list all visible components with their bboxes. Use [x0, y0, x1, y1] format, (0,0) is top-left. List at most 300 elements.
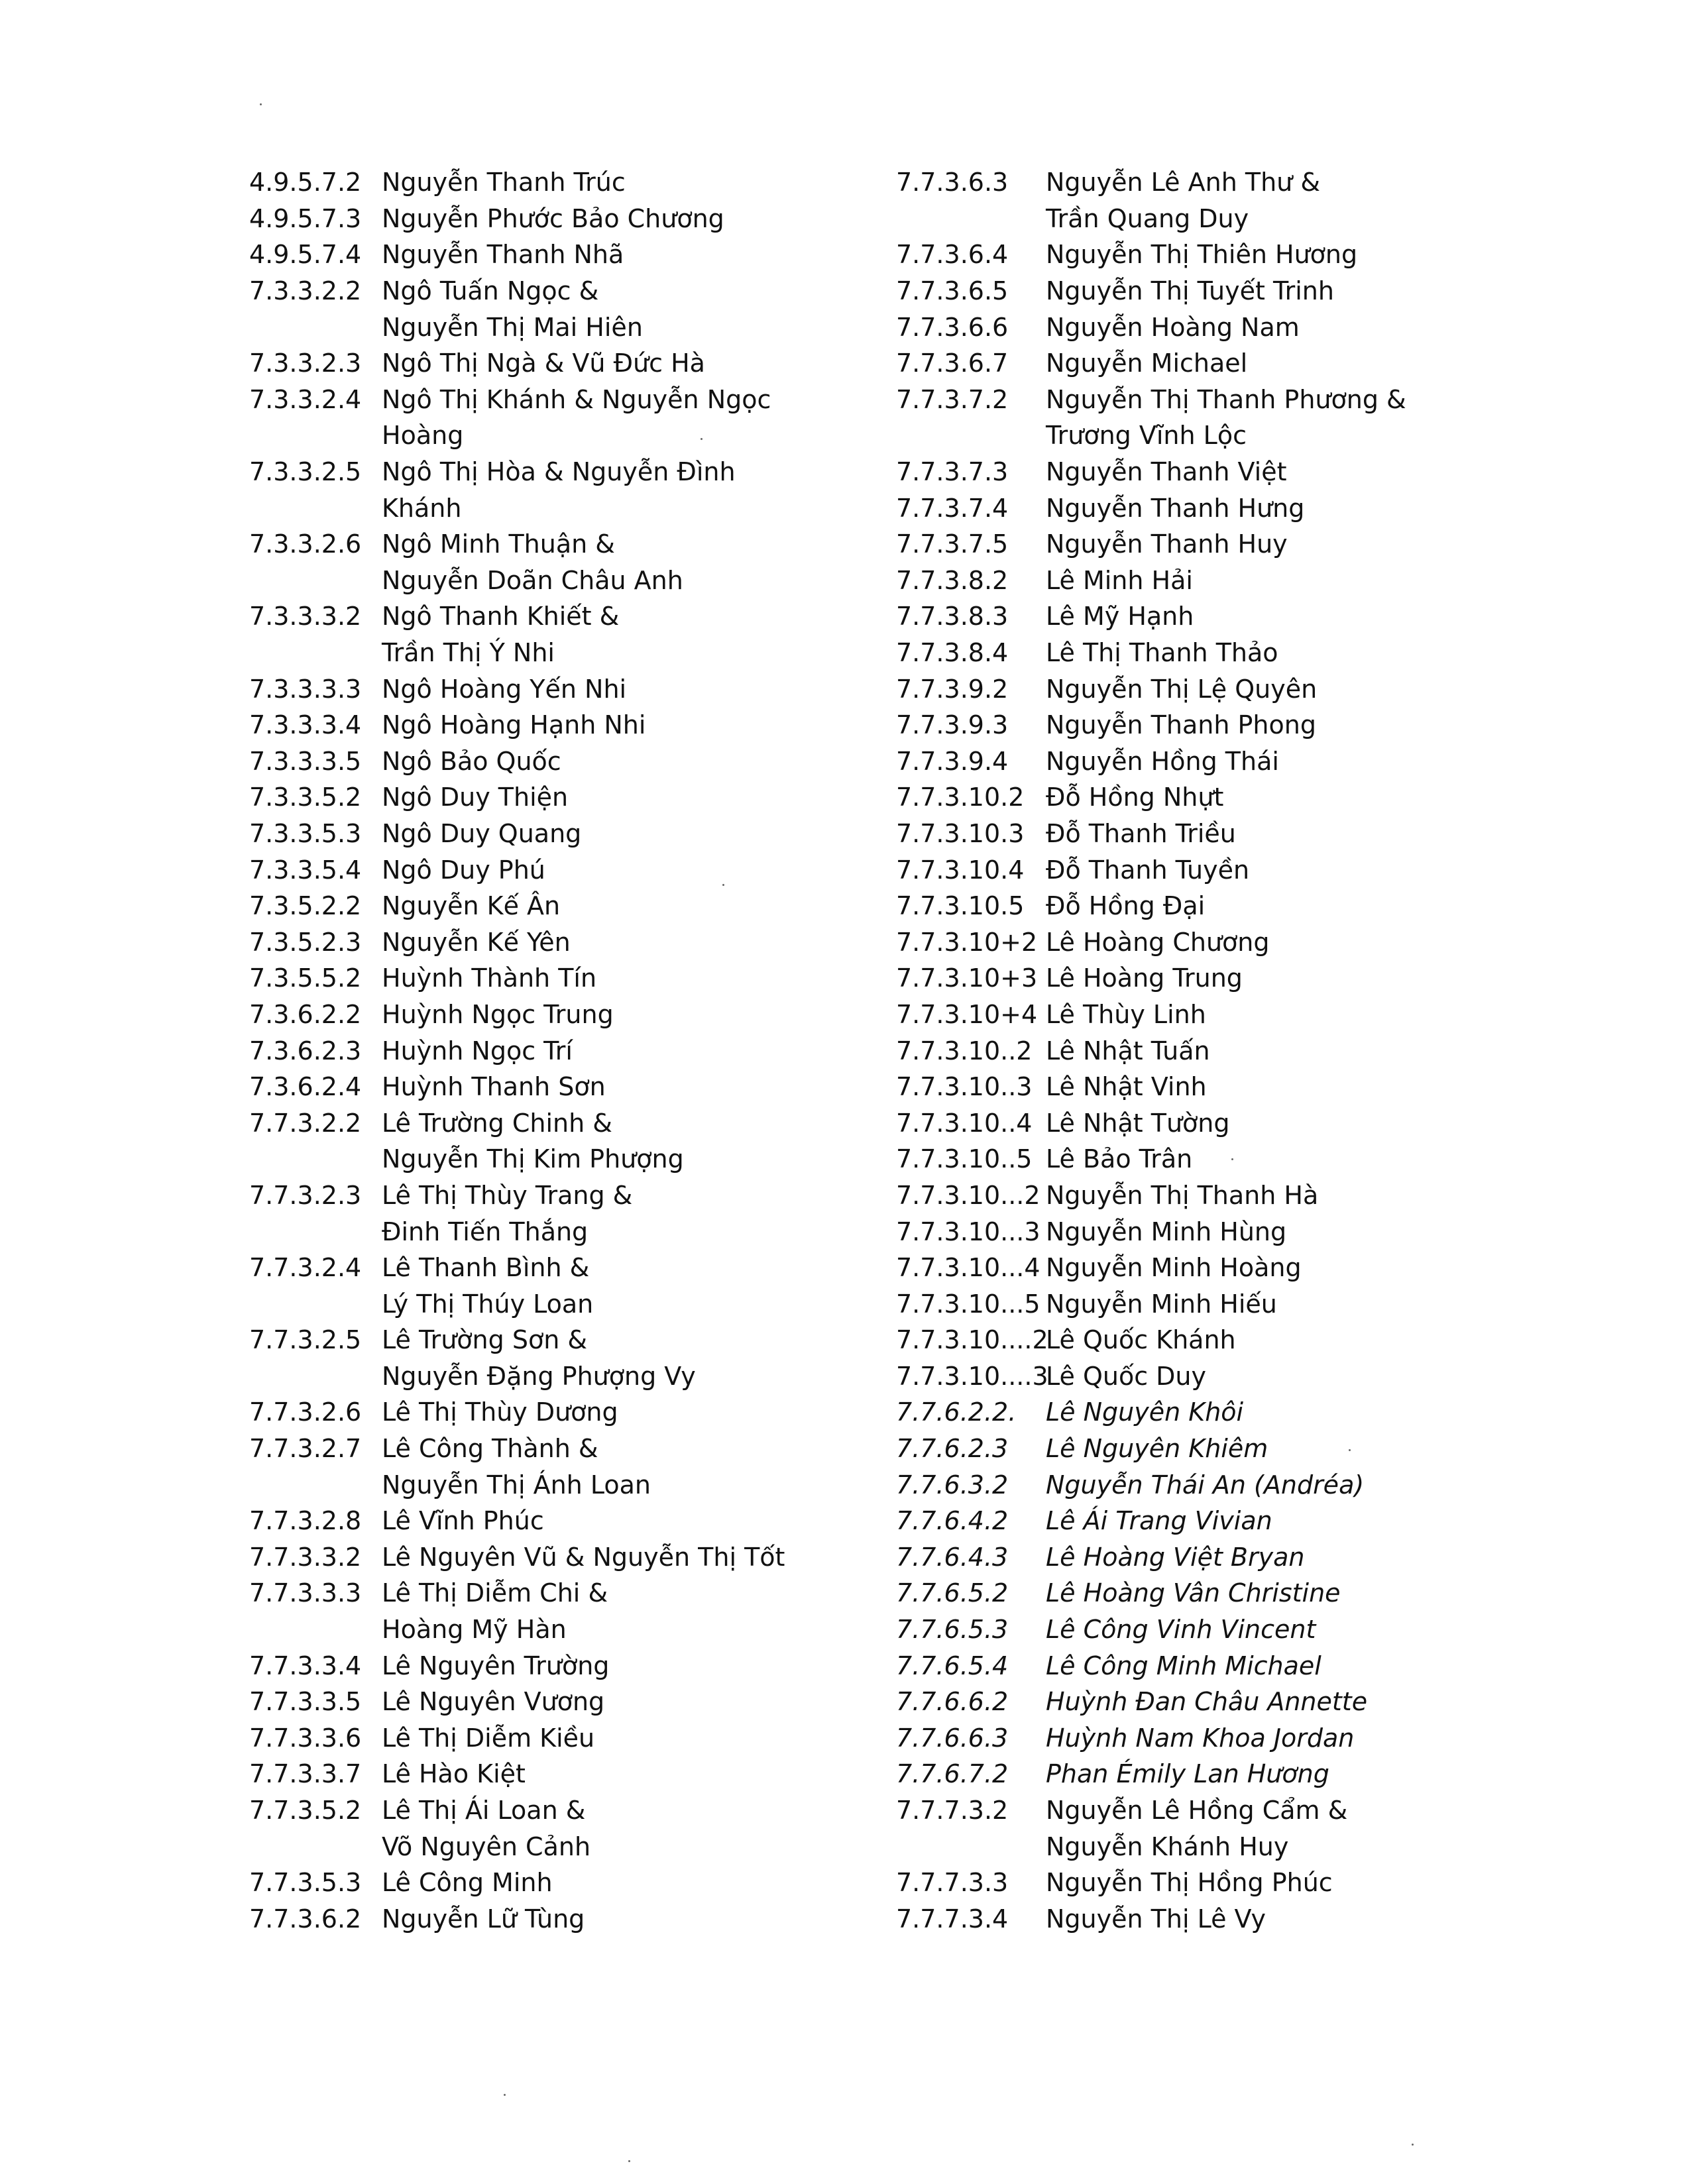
scan-speck — [628, 2160, 630, 2162]
entry-line — [896, 1611, 1559, 1648]
entry-name: Nguyễn Thị Thanh Phương & — [1046, 384, 1406, 414]
genealogy-entry — [249, 707, 912, 743]
entry-name: Nguyễn Thái An (Andréa) — [1046, 1470, 1365, 1500]
genealogy-entry — [249, 164, 912, 201]
entry-name: Lê Thị Thanh Thảo — [1046, 638, 1278, 668]
entry-name: Đỗ Hồng Đại — [1046, 891, 1206, 921]
entry-line — [896, 345, 1559, 382]
entry-name: Ngô Hoàng Hạnh Nhi — [382, 710, 646, 740]
entry-number: 7.7.6.7.2 — [896, 1759, 1009, 1789]
entry-number: 7.7.3.10+2 — [896, 927, 1038, 957]
entry-number: 4.9.5.7.4 — [249, 240, 362, 270]
entry-name: Lê Hoàng Chương — [1046, 927, 1270, 957]
genealogy-entry — [249, 1647, 912, 1684]
entry-line — [249, 1539, 912, 1576]
entry-number: 7.3.3.3.5 — [249, 746, 362, 776]
entry-number: 7.7.7.3.2 — [896, 1796, 1009, 1826]
entry-name: Lê Công Thành & — [382, 1434, 598, 1464]
entry-line — [249, 851, 912, 888]
entry-line — [249, 1177, 912, 1214]
entry-name: Lê Minh Hải — [1046, 565, 1193, 595]
genealogy-entry — [249, 1394, 912, 1431]
entry-number: 7.7.6.6.3 — [896, 1723, 1009, 1753]
entry-name: Lê Nguyên Khiêm — [1046, 1434, 1268, 1464]
scan-speck — [1349, 1449, 1351, 1451]
scan-speck — [504, 2094, 506, 2096]
entry-name: Nguyễn Hoàng Nam — [1046, 312, 1300, 342]
genealogy-entry — [896, 382, 1559, 454]
scan-speck — [722, 884, 724, 886]
entry-line — [249, 164, 912, 201]
entry-number: 7.3.6.2.3 — [249, 1036, 362, 1065]
genealogy-entry — [896, 1250, 1559, 1286]
genealogy-entry — [896, 1177, 1559, 1214]
entry-number: 7.7.3.10.2 — [896, 783, 1025, 812]
entry-continuation-line — [249, 417, 912, 454]
entry-line — [249, 888, 912, 924]
entry-line — [249, 1431, 912, 1467]
entry-number: 7.7.3.10.5 — [896, 891, 1025, 921]
genealogy-entry — [249, 1865, 912, 1901]
entry-name: Trần Quang Duy — [1046, 203, 1249, 233]
genealogy-entry — [896, 309, 1559, 345]
genealogy-entry — [249, 1069, 912, 1105]
genealogy-entry — [249, 1503, 912, 1539]
genealogy-entry — [249, 779, 912, 816]
genealogy-entry — [896, 997, 1559, 1033]
entry-line — [896, 1575, 1559, 1611]
entry-line — [896, 997, 1559, 1033]
genealogy-entry — [896, 526, 1559, 563]
genealogy-entry — [249, 924, 912, 960]
genealogy-entry — [896, 1901, 1559, 1938]
entry-name: Ngô Duy Quang — [382, 818, 582, 848]
entry-continuation-line — [249, 563, 912, 599]
entry-line — [249, 1865, 912, 1901]
entry-name: Lê Nhật Tuấn — [1046, 1036, 1210, 1065]
genealogy-entry — [896, 779, 1559, 816]
entry-line — [249, 779, 912, 816]
entry-line — [896, 1865, 1559, 1901]
genealogy-entry — [249, 1575, 912, 1647]
entry-continuation-line — [249, 1828, 912, 1865]
entry-name: Nguyễn Thanh Trúc — [382, 168, 626, 197]
entry-name: Nguyễn Thanh Việt — [1046, 457, 1287, 487]
entry-name: Ngô Duy Thiện — [382, 783, 569, 812]
entry-line — [896, 888, 1559, 924]
entry-name: Ngô Thanh Khiết & — [382, 602, 620, 631]
entry-number: 7.7.3.5.2 — [249, 1796, 362, 1826]
entry-line — [896, 1322, 1559, 1358]
entry-name: Huỳnh Ngọc Trí — [382, 1036, 573, 1065]
entry-name: Nguyễn Thị Mai Hiên — [382, 312, 643, 342]
entry-line — [896, 273, 1559, 309]
entry-name: Lê Nhật Tường — [1046, 1108, 1230, 1138]
entry-number: 7.3.3.5.3 — [249, 818, 362, 848]
genealogy-entry — [896, 671, 1559, 707]
entry-name: Lê Thị Diễm Kiều — [382, 1723, 595, 1753]
entry-line — [249, 1684, 912, 1720]
entry-name: Lê Hoàng Việt Bryan — [1046, 1542, 1305, 1572]
entry-number: 7.3.6.2.2 — [249, 999, 362, 1029]
entry-line — [249, 816, 912, 852]
genealogy-entry — [896, 1069, 1559, 1105]
entry-line — [249, 454, 912, 490]
entry-line — [896, 382, 1559, 418]
entry-line — [249, 924, 912, 960]
entry-number: 7.7.3.6.2 — [249, 1904, 362, 1934]
entry-name: Nguyễn Thanh Phong — [1046, 710, 1316, 740]
genealogy-entry — [249, 851, 912, 888]
entry-line — [249, 671, 912, 707]
entry-number: 7.3.3.2.4 — [249, 384, 362, 414]
genealogy-entry — [896, 273, 1559, 309]
genealogy-entry — [249, 1539, 912, 1576]
genealogy-entry — [249, 1792, 912, 1865]
entry-name: Nguyễn Hồng Thái — [1046, 746, 1279, 776]
genealogy-entry — [896, 924, 1559, 960]
genealogy-entry — [249, 382, 912, 454]
genealogy-entry — [896, 888, 1559, 924]
entry-line — [896, 1105, 1559, 1141]
entry-number: 7.7.6.5.3 — [896, 1615, 1009, 1645]
entry-continuation-line — [249, 1466, 912, 1503]
entry-name: Ngô Duy Phú — [382, 855, 545, 885]
entry-continuation-line — [896, 417, 1559, 454]
genealogy-entry — [896, 1322, 1559, 1358]
entry-name: Nguyễn Kế Yên — [382, 927, 571, 957]
entry-line — [896, 490, 1559, 526]
entry-number: 7.7.3.10...5 — [896, 1289, 1040, 1319]
genealogy-entry — [249, 526, 912, 598]
entry-line — [896, 1394, 1559, 1431]
genealogy-entry — [249, 1105, 912, 1177]
entry-number: 7.7.3.10....2 — [896, 1325, 1048, 1355]
entry-line — [249, 526, 912, 563]
entry-name: Nguyễn Thanh Nhã — [382, 240, 624, 270]
entry-continuation-line — [249, 1213, 912, 1250]
entry-line — [896, 1539, 1559, 1576]
genealogy-entry — [896, 1431, 1559, 1467]
entry-name: Đỗ Thanh Tuyền — [1046, 855, 1250, 885]
entry-continuation-line — [249, 1141, 912, 1177]
entry-line — [896, 1431, 1559, 1467]
entry-name: Lê Thị Ái Loan & — [382, 1796, 586, 1826]
entry-number: 7.7.3.10...2 — [896, 1180, 1040, 1210]
genealogy-entry — [249, 1250, 912, 1322]
entry-number: 7.7.3.3.5 — [249, 1687, 362, 1717]
entry-line — [896, 1177, 1559, 1214]
genealogy-entry — [249, 1901, 912, 1938]
genealogy-entry — [896, 1466, 1559, 1503]
entry-name: Huỳnh Thanh Sơn — [382, 1072, 606, 1102]
entry-name: Đỗ Thanh Triều — [1046, 818, 1236, 848]
scan-speck — [701, 438, 702, 440]
entry-name: Lê Hoàng Trung — [1046, 963, 1243, 993]
entry-name: Lê Trường Sơn & — [382, 1325, 587, 1355]
entry-name: Ngô Minh Thuận & — [382, 529, 615, 559]
entry-name: Nguyễn Thanh Hưng — [1046, 493, 1305, 523]
genealogy-entry — [249, 816, 912, 852]
entry-number: 7.7.3.10....3 — [896, 1361, 1048, 1391]
entry-number: 7.7.3.8.2 — [896, 565, 1009, 595]
genealogy-entry — [896, 743, 1559, 780]
genealogy-entry — [896, 851, 1559, 888]
entry-name: Ngô Thị Khánh & Nguyễn Ngọc — [382, 384, 771, 414]
entry-line — [249, 237, 912, 273]
entry-continuation-line — [249, 1358, 912, 1395]
entry-number: 7.3.3.3.3 — [249, 674, 362, 704]
entry-number: 7.3.5.5.2 — [249, 963, 362, 993]
entry-line — [896, 1503, 1559, 1539]
entry-number: 7.7.3.2.4 — [249, 1253, 362, 1283]
entry-line — [249, 1901, 912, 1938]
entry-number: 7.7.3.3.6 — [249, 1723, 362, 1753]
genealogy-entry — [249, 1032, 912, 1069]
entry-number: 4.9.5.7.3 — [249, 203, 362, 233]
entry-continuation-line — [249, 635, 912, 671]
entry-number: 7.7.3.2.7 — [249, 1434, 362, 1464]
entry-line — [896, 1792, 1559, 1829]
entry-name: Đinh Tiến Thắng — [382, 1217, 589, 1246]
genealogy-entry — [896, 490, 1559, 526]
entry-name: Hoàng — [382, 421, 464, 451]
entry-line — [249, 960, 912, 997]
entry-name: Nguyễn Thị Hồng Phúc — [1046, 1868, 1333, 1898]
genealogy-entry — [896, 1684, 1559, 1720]
entry-line — [249, 273, 912, 309]
entry-name: Ngô Bảo Quốc — [382, 746, 561, 776]
genealogy-entry — [249, 1756, 912, 1792]
entry-line — [249, 201, 912, 237]
scan-speck — [1231, 1158, 1233, 1160]
entry-number: 7.3.3.2.3 — [249, 349, 362, 378]
entry-number: 7.3.3.2.2 — [249, 276, 362, 306]
entry-line — [896, 1720, 1559, 1757]
entry-name: Lê Quốc Duy — [1046, 1361, 1207, 1391]
entry-name: Lê Thanh Bình & — [382, 1253, 590, 1283]
genealogy-entry — [896, 1358, 1559, 1395]
entry-name: Nguyễn Lữ Tùng — [382, 1904, 585, 1934]
genealogy-entry — [896, 1285, 1559, 1322]
entry-line — [896, 1684, 1559, 1720]
entry-name: Trần Thị Ý Nhi — [382, 638, 555, 668]
entry-line — [896, 743, 1559, 780]
entry-number: 7.7.6.4.2 — [896, 1506, 1009, 1536]
entry-name: Nguyễn Khánh Huy — [1046, 1831, 1289, 1861]
entry-name: Nguyễn Thị Lê Vy — [1046, 1904, 1266, 1934]
entry-name: Ngô Tuấn Ngọc & — [382, 276, 599, 306]
entry-number: 7.3.5.2.2 — [249, 891, 362, 921]
entry-line — [896, 1466, 1559, 1503]
entry-name: Nguyễn Kế Ân — [382, 891, 561, 921]
entry-number: 7.7.3.10...3 — [896, 1217, 1040, 1246]
genealogy-entry — [249, 345, 912, 382]
entry-line — [249, 707, 912, 743]
entry-number: 7.3.3.5.2 — [249, 783, 362, 812]
entry-line — [896, 1141, 1559, 1177]
entry-number: 7.7.6.2.2. — [896, 1397, 1017, 1427]
entry-name: Nguyễn Thị Lệ Quyên — [1046, 674, 1318, 704]
entry-number: 7.7.3.10.3 — [896, 818, 1025, 848]
genealogy-entry — [896, 563, 1559, 599]
entry-number: 7.7.3.2.8 — [249, 1506, 362, 1536]
entry-line — [896, 1285, 1559, 1322]
entry-name: Lê Công Vinh Vincent — [1046, 1615, 1316, 1645]
entry-continuation-line — [249, 1611, 912, 1648]
entry-number: 7.7.3.6.6 — [896, 312, 1009, 342]
entry-name: Lê Hào Kiệt — [382, 1759, 526, 1789]
entry-name: Lê Thị Thùy Trang & — [382, 1180, 633, 1210]
entry-name: Nguyễn Thị Thiên Hương — [1046, 240, 1358, 270]
genealogy-entry — [896, 345, 1559, 382]
entry-number: 7.7.3.9.2 — [896, 674, 1009, 704]
entry-number: 7.7.3.10..2 — [896, 1036, 1033, 1065]
entry-name: Lê Trường Chinh & — [382, 1108, 612, 1138]
entry-number: 7.7.6.6.2 — [896, 1687, 1009, 1717]
entry-line — [896, 164, 1559, 201]
entry-line — [249, 1647, 912, 1684]
entry-line — [249, 1250, 912, 1286]
entry-number: 7.7.3.7.2 — [896, 384, 1009, 414]
entry-line — [249, 1720, 912, 1757]
genealogy-entry — [249, 1684, 912, 1720]
entry-line — [896, 924, 1559, 960]
entry-number: 7.7.3.5.3 — [249, 1868, 362, 1898]
entry-line — [249, 382, 912, 418]
entry-continuation-line — [896, 1828, 1559, 1865]
entry-name: Nguyễn Lê Anh Thư & — [1046, 168, 1320, 197]
entry-number: 7.7.3.6.3 — [896, 168, 1009, 197]
genealogy-entry — [249, 454, 912, 526]
entry-number: 7.3.3.3.4 — [249, 710, 362, 740]
entry-name: Nguyễn Minh Hoàng — [1046, 1253, 1302, 1283]
entry-line — [896, 707, 1559, 743]
entry-name: Ngô Thị Hòa & Nguyễn Đình — [382, 457, 736, 487]
entry-name: Võ Nguyên Cảnh — [382, 1831, 591, 1861]
entry-name: Nguyễn Minh Hùng — [1046, 1217, 1287, 1246]
genealogy-entry — [896, 960, 1559, 997]
genealogy-entry — [249, 1431, 912, 1503]
genealogy-entry — [896, 635, 1559, 671]
entry-name: Huỳnh Đan Châu Annette — [1046, 1687, 1368, 1717]
entry-line — [896, 1358, 1559, 1395]
entry-name: Lê Thị Thùy Dương — [382, 1397, 618, 1427]
entry-name: Lê Bảo Trân — [1046, 1144, 1193, 1174]
genealogy-entry — [896, 816, 1559, 852]
entry-line — [896, 960, 1559, 997]
entry-name: Lê Thùy Linh — [1046, 999, 1206, 1029]
entry-number: 7.7.3.8.4 — [896, 638, 1009, 668]
entry-line — [896, 1069, 1559, 1105]
genealogy-entry — [896, 1394, 1559, 1431]
entry-line — [896, 1756, 1559, 1792]
entry-number: 7.3.5.2.3 — [249, 927, 362, 957]
entry-line — [249, 1503, 912, 1539]
entry-line — [896, 816, 1559, 852]
entry-name: Huỳnh Nam Khoa Jordan — [1046, 1723, 1355, 1753]
entry-number: 7.7.3.3.4 — [249, 1651, 362, 1680]
entry-number: 7.7.3.6.4 — [896, 240, 1009, 270]
entry-name: Nguyễn Thanh Huy — [1046, 529, 1288, 559]
entry-name: Phan Émily Lan Hương — [1046, 1759, 1329, 1789]
entry-line — [249, 1575, 912, 1611]
entry-name: Lý Thị Thúy Loan — [382, 1289, 594, 1319]
entry-number: 7.7.3.10.4 — [896, 855, 1025, 885]
genealogy-entry — [896, 1720, 1559, 1757]
entry-name: Nguyễn Đặng Phượng Vy — [382, 1361, 696, 1391]
entry-name: Đỗ Hồng Nhựt — [1046, 783, 1224, 812]
genealogy-entry — [896, 1539, 1559, 1576]
entry-line — [249, 1756, 912, 1792]
entry-number: 7.7.3.10..3 — [896, 1072, 1033, 1102]
entry-number: 7.7.3.10+3 — [896, 963, 1038, 993]
entry-name: Huỳnh Thành Tín — [382, 963, 597, 993]
entry-name: Nguyễn Michael — [1046, 349, 1248, 378]
entry-name: Lê Nguyên Trường — [382, 1651, 610, 1680]
entry-number: 7.7.6.5.2 — [896, 1578, 1009, 1608]
entry-number: 7.7.3.2.6 — [249, 1397, 362, 1427]
entry-line — [896, 237, 1559, 273]
entry-line — [249, 345, 912, 382]
entry-number: 4.9.5.7.2 — [249, 168, 362, 197]
entry-number: 7.7.3.10..4 — [896, 1108, 1033, 1138]
entry-name: Lê Công Minh Michael — [1046, 1651, 1321, 1680]
right-column — [896, 164, 1559, 1937]
entry-name: Lê Nguyên Vũ & Nguyễn Thị Tốt — [382, 1542, 785, 1572]
entry-number: 7.7.3.9.3 — [896, 710, 1009, 740]
entry-name: Ngô Thị Ngà & Vũ Đức Hà — [382, 349, 705, 378]
left-column — [249, 164, 912, 1937]
entry-line — [896, 671, 1559, 707]
entry-line — [896, 1032, 1559, 1069]
entry-line — [896, 779, 1559, 816]
genealogy-entry — [896, 598, 1559, 635]
entry-name: Nguyễn Doãn Châu Anh — [382, 565, 683, 595]
entry-name: Hoàng Mỹ Hàn — [382, 1615, 567, 1645]
genealogy-entry — [896, 1105, 1559, 1141]
entry-number: 7.7.3.3.2 — [249, 1542, 362, 1572]
entry-number: 7.3.3.5.4 — [249, 855, 362, 885]
entry-number: 7.7.3.3.7 — [249, 1759, 362, 1789]
scan-speck — [1412, 2144, 1414, 2146]
entry-line — [249, 598, 912, 635]
entry-line — [896, 1901, 1559, 1938]
entry-number: 7.7.3.3.3 — [249, 1578, 362, 1608]
genealogy-entry — [249, 997, 912, 1033]
entry-name: Huỳnh Ngọc Trung — [382, 999, 614, 1029]
entry-line — [896, 454, 1559, 490]
entry-name: Lê Vĩnh Phúc — [382, 1506, 544, 1536]
genealogy-entry — [896, 1756, 1559, 1792]
genealogy-entry — [249, 671, 912, 707]
entry-line — [249, 1032, 912, 1069]
entry-number: 7.7.3.2.2 — [249, 1108, 362, 1138]
genealogy-entry — [896, 454, 1559, 490]
entry-line — [896, 563, 1559, 599]
entry-number: 7.7.3.2.5 — [249, 1325, 362, 1355]
entry-name: Lê Công Minh — [382, 1868, 553, 1898]
entry-continuation-line — [249, 490, 912, 526]
genealogy-entry — [896, 1032, 1559, 1069]
genealogy-entry — [249, 273, 912, 345]
entry-number: 7.7.3.7.5 — [896, 529, 1009, 559]
entry-name: Lê Quốc Khánh — [1046, 1325, 1236, 1355]
entry-line — [896, 598, 1559, 635]
entry-number: 7.7.3.7.4 — [896, 493, 1009, 523]
entry-number: 7.7.3.10...4 — [896, 1253, 1040, 1283]
genealogy-entry — [896, 1865, 1559, 1901]
